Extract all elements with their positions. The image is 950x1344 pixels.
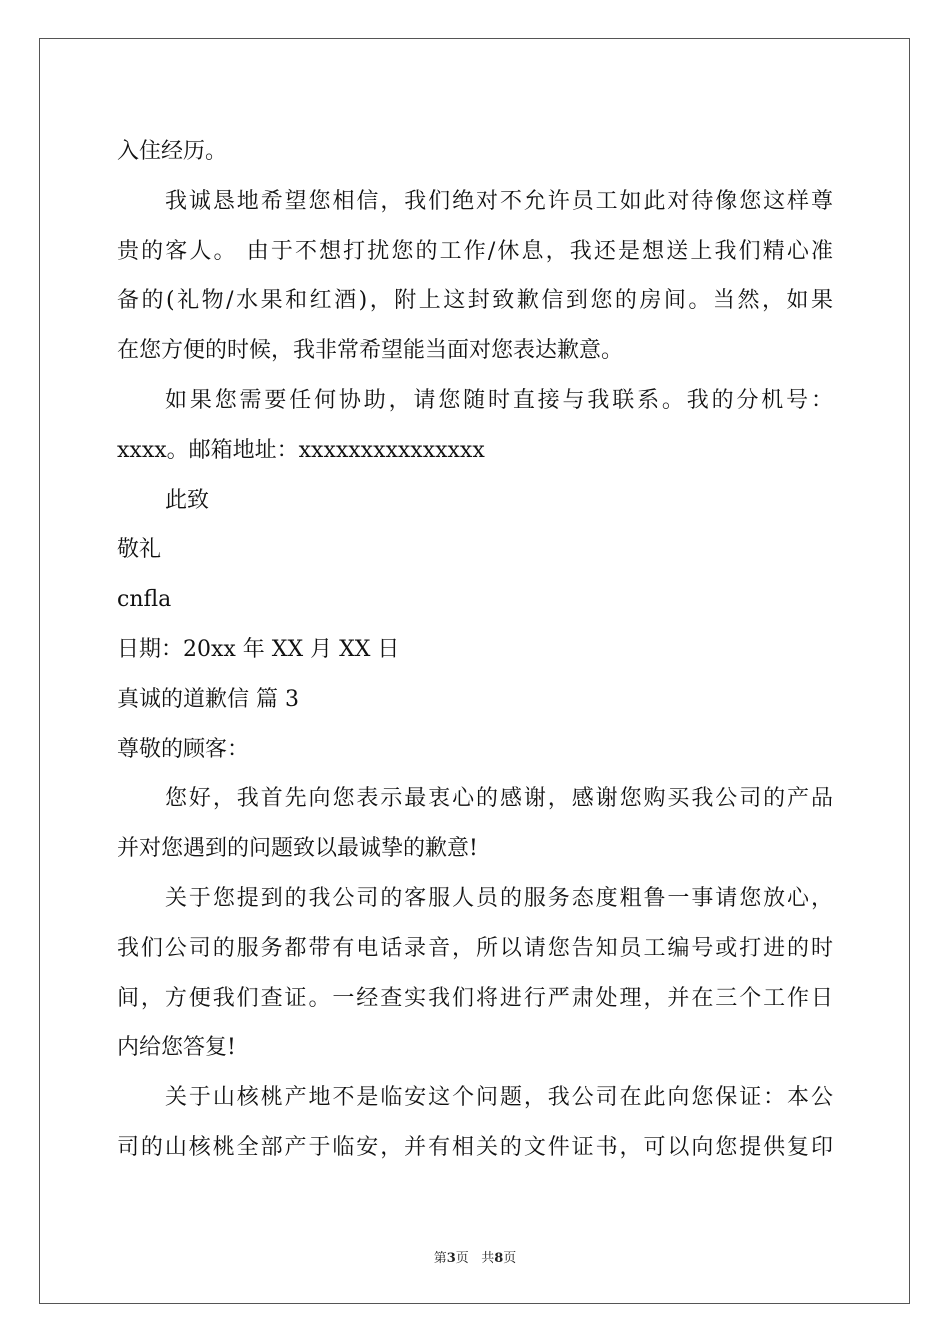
closing-regards: 敬礼 — [117, 537, 162, 563]
text-line: 在您方便的时候，我非常希望能当面对您表达歉意。 — [117, 338, 624, 364]
page-footer — [0, 1247, 950, 1266]
page-suffix: 页 — [455, 1251, 469, 1266]
total-suffix: 页 — [503, 1251, 517, 1266]
text-line: 司的山核桃全部产于临安，并有相关的文件证书，可以向您提供复印 — [117, 1134, 833, 1160]
text-line: 间，方便我们查证。一经查实我们将进行严肃处理，并在三个工作日 — [117, 985, 833, 1011]
text-line: xxxx。邮箱地址：xxxxxxxxxxxxxxx — [117, 437, 485, 463]
closing-salutation: 此致 — [165, 487, 210, 513]
date-line: 日期：20xx 年 XX 月 XX 日 — [117, 636, 400, 662]
text-line: 内给您答复! — [117, 1035, 236, 1061]
text-line: 如果您需要任何协助，请您随时直接与我联系。我的分机号： — [165, 387, 833, 413]
text-line: 关于山核桃产地不是临安这个问题，我公司在此向您保证：本公 — [165, 1085, 833, 1111]
page-current: 3 — [446, 1251, 456, 1266]
text-line: 备的(礼物/水果和红酒)，附上这封致歉信到您的房间。当然，如果 — [117, 288, 833, 314]
section-title: 真诚的道歉信 篇 3 — [117, 686, 299, 712]
text-line: 入住经历。 — [117, 139, 228, 164]
text-line: 我诚恳地希望您相信，我们绝对不允许员工如此对待像您这样尊 — [165, 188, 833, 214]
text-line: 我们公司的服务都带有电话录音，所以请您告知员工编号或打进的时 — [117, 935, 833, 961]
greeting: 尊敬的顾客： — [117, 736, 250, 762]
page-total: 8 — [494, 1251, 504, 1266]
signature: cnfla — [117, 587, 172, 613]
text-line: 贵的客人。 由于不想打扰您的工作/休息，我还是想送上我们精心准 — [117, 238, 833, 264]
text-line: 关于您提到的我公司的客服人员的服务态度粗鲁一事请您放心， — [165, 885, 833, 911]
document-body — [117, 127, 833, 1173]
text-line: 并对您遇到的问题致以最诚挚的歉意! — [117, 836, 478, 862]
page-prefix: 第 — [433, 1251, 447, 1266]
text-line: 您好，我首先向您表示最衷心的感谢，感谢您购买我公司的产品 — [165, 786, 833, 812]
total-prefix: 共 — [481, 1251, 495, 1266]
